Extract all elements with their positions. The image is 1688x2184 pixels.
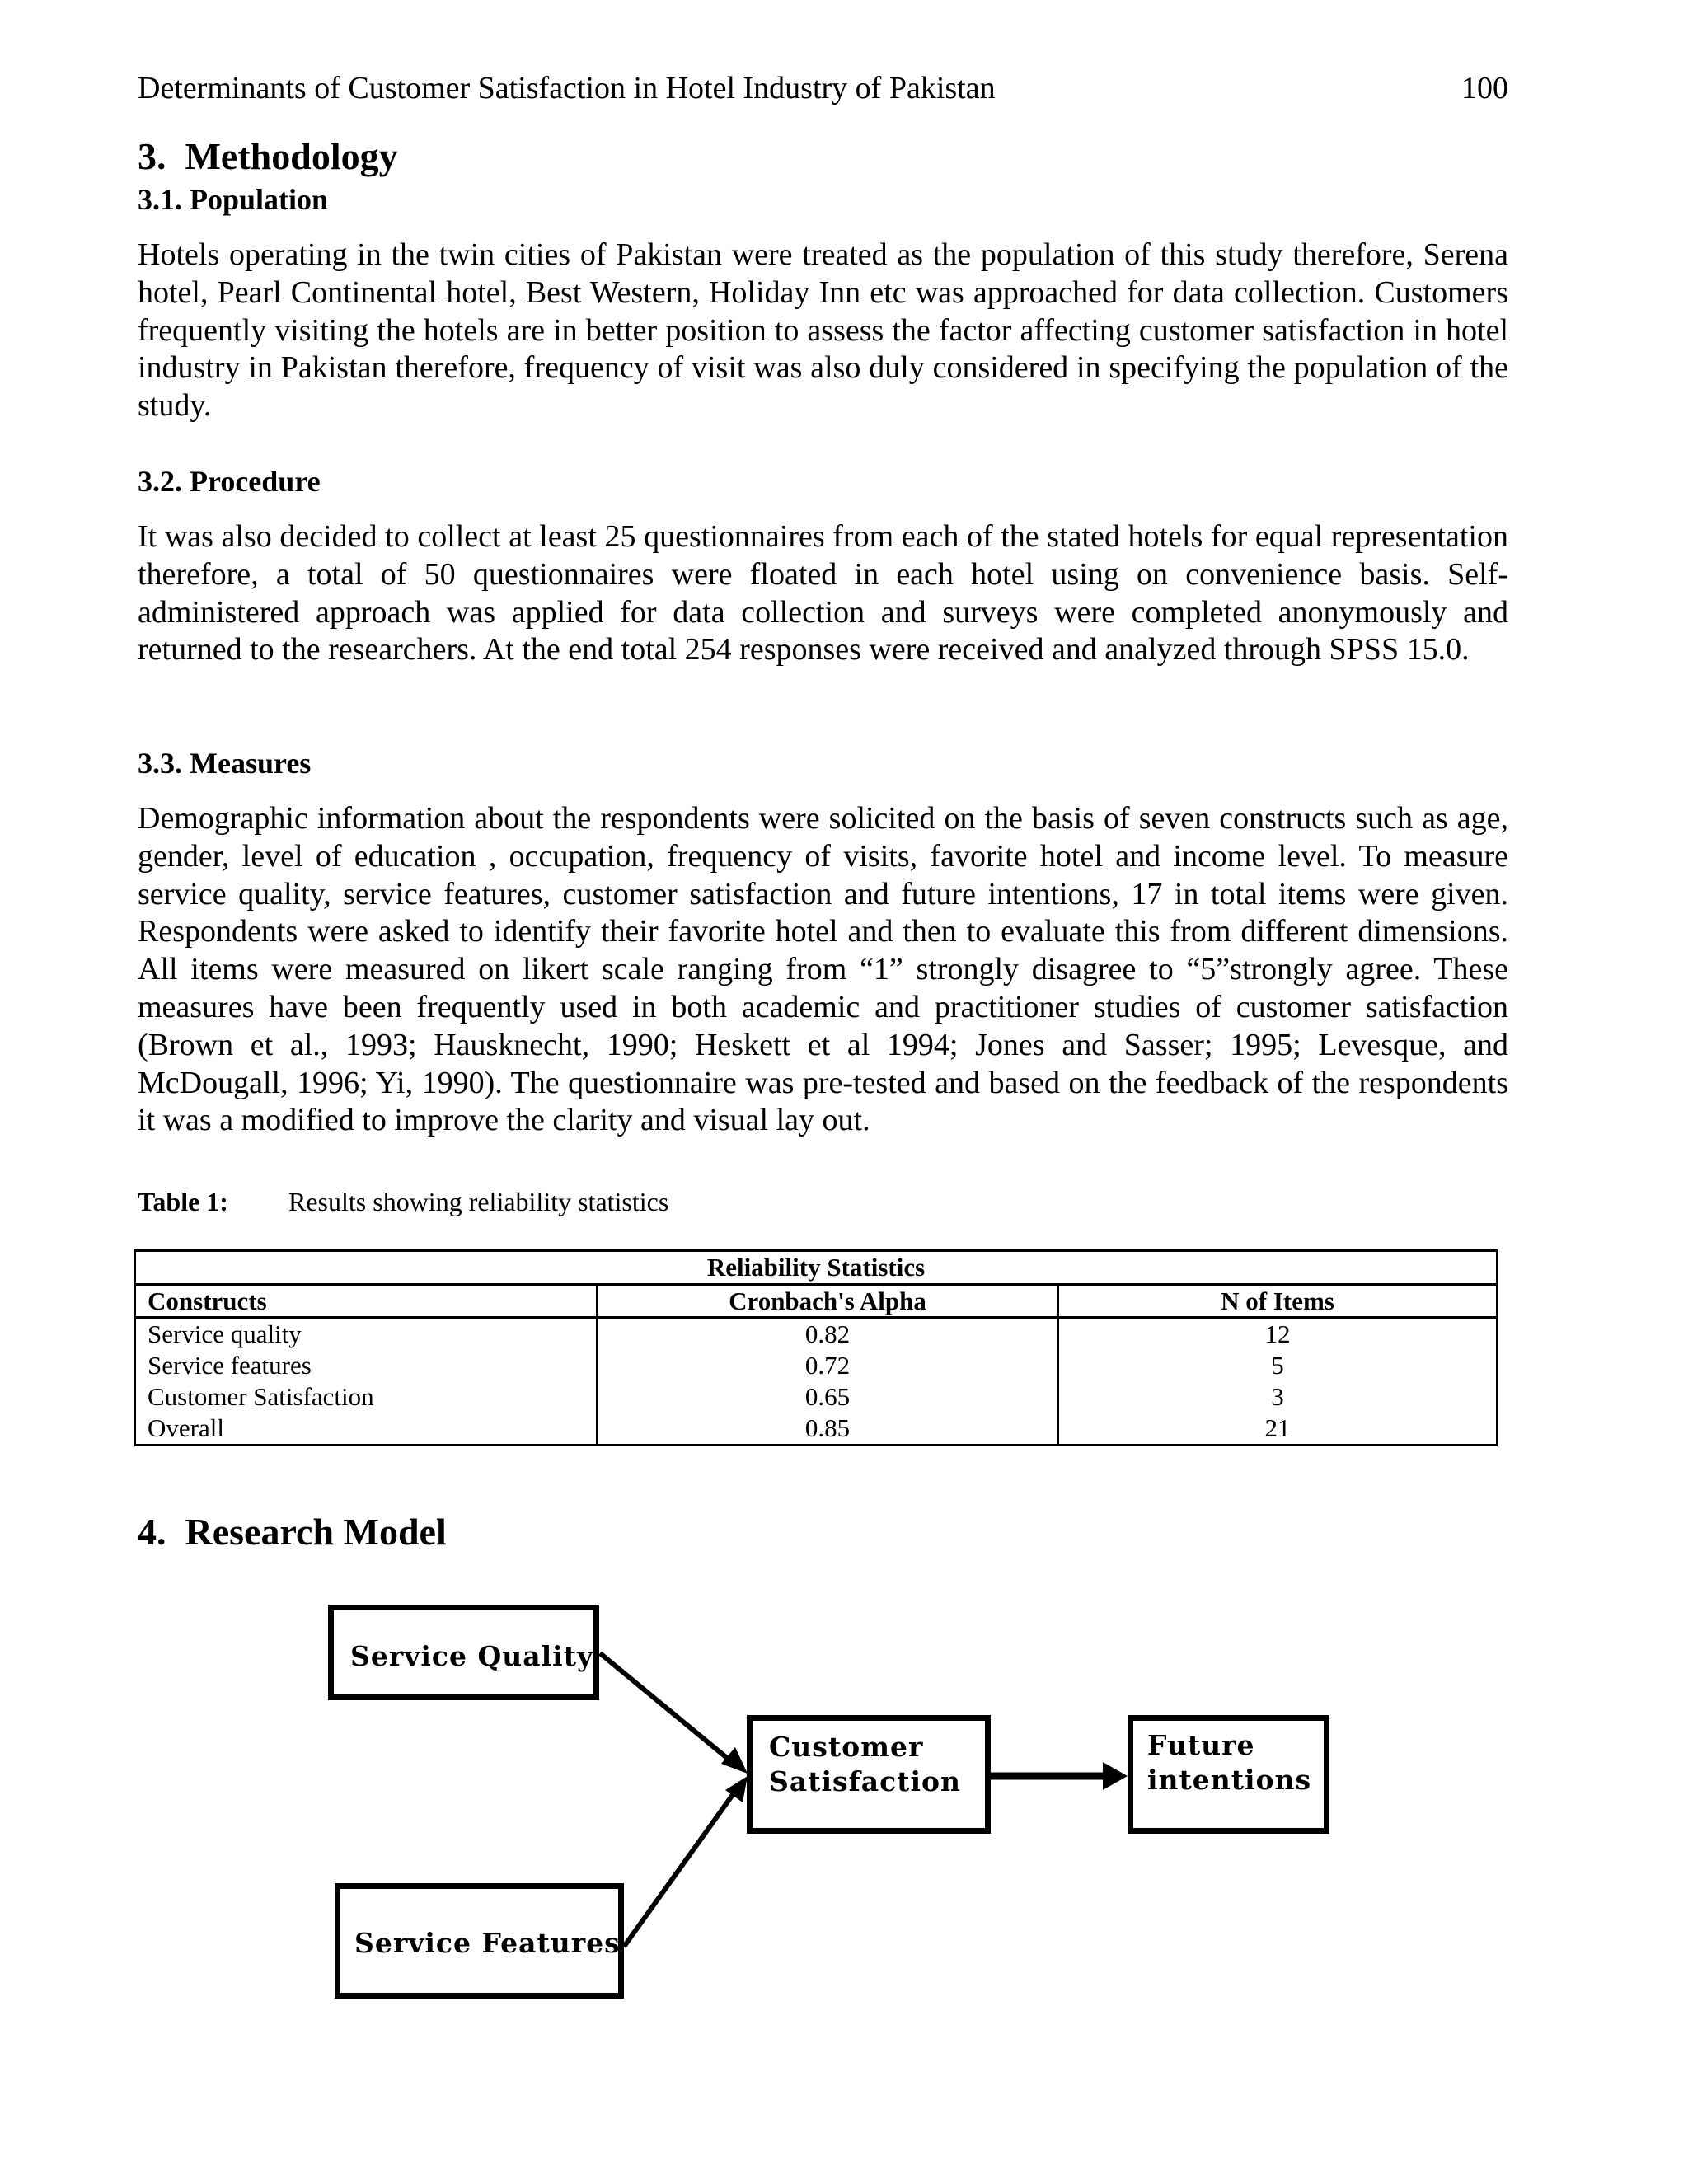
cell-items: 5 [1058,1350,1497,1381]
cell-alpha: 0.65 [597,1381,1058,1413]
cell-alpha: 0.82 [597,1318,1058,1351]
column-header-cronbach-alpha: Cronbach's Alpha [597,1285,1058,1318]
cell-construct: Overall [135,1413,597,1446]
paragraph-measures: Demographic information about the respondents were solicited on the basis of seven constructs such as age, gender, level of education , occupation, frequency of visits, favorite hotel and income level. To measure service quality, service features, customer satisfaction and future intentions, 17 in total items were given. Respondents were asked to identify their favorite hotel and then to evaluate this from different dimensions. All items were measured on likert scale ranging from “1” strongly disagree to “5”strongly agree. These measures have been frequently used in both academic and practitioner studies of customer satisfaction (Brown et al., 1993; Hausknecht, 1990; Heskett et al 1994; Jones and Sasser; 1995; Levesque, and McDougall, 1996; Yi, 1990). The questionnaire was pre-tested and based on the feedback of the respondents it was a modified to improve the clarity and visual lay out. [138,801,1508,1138]
section-heading-research-model: 4. Research Model [138,1511,447,1553]
paragraph-population: Hotels operating in the twin cities of Pakistan were treated as the population of this study therefore, Serena hotel, Pearl Continental hotel, Best Western, Holiday Inn etc was approached for data collection. Customers frequently visiting the hotels are in better position to assess the factor affecting customer satisfaction in hotel industry in Pakistan therefore, frequency of visit was also duly considered in specifying the population of the study. [138,237,1508,424]
node-service-features [335,1883,624,1999]
node-label-line2: Satisfaction [769,1765,962,1797]
column-header-constructs: Constructs [135,1285,597,1318]
table-group-header: Reliability Statistics [135,1251,1497,1285]
node-service-quality [328,1605,599,1700]
arrow-quality-to-satisfaction-icon [600,1653,748,1774]
column-header-n-items: N of Items [1058,1285,1497,1318]
cell-construct: Service features [135,1350,597,1381]
page-number: 100 [1461,71,1508,105]
arrow-satisfaction-to-intentions-icon [991,1762,1128,1790]
paragraph-procedure: It was also decided to collect at least 25 questionnaires from each of the stated hotels for equal representation therefore, a total of 50 questionnaires were floated in each hotel using on convenience basis. Self-administered approach was applied for data collection and surveys were completed anonymously and returned to the researchers. At the end total 254 responses were received and analyzed through SPSS 15.0. [138,519,1508,668]
node-label: Service Quality [350,1640,594,1672]
node-label: Service Features [354,1927,621,1959]
node-customer-satisfaction [747,1715,991,1834]
subsection-heading-population: 3.1. Population [138,183,329,216]
section-heading-methodology: 3. Methodology [138,135,398,177]
cell-construct: Service quality [135,1318,597,1351]
node-label-line2: intentions [1147,1764,1312,1796]
running-head-title: Determinants of Customer Satisfaction in Hotel Industry of Pakistan [138,71,996,105]
node-label-line1: Future [1147,1729,1255,1761]
subsection-heading-measures: 3.3. Measures [138,747,312,780]
table-label: Table 1: [138,1187,228,1216]
node-label-line1: Customer [769,1731,924,1763]
node-future-intentions [1128,1715,1329,1834]
cell-alpha: 0.85 [597,1413,1058,1446]
subsection-heading-procedure: 3.2. Procedure [138,465,321,498]
cell-items: 3 [1058,1381,1497,1413]
cell-alpha: 0.72 [597,1350,1058,1381]
cell-construct: Customer Satisfaction [135,1381,597,1413]
cell-items: 21 [1058,1413,1497,1446]
cell-items: 12 [1058,1318,1497,1351]
table-caption-text: Results showing reliability statistics [288,1187,669,1216]
arrow-features-to-satisfaction-icon [624,1776,748,1947]
